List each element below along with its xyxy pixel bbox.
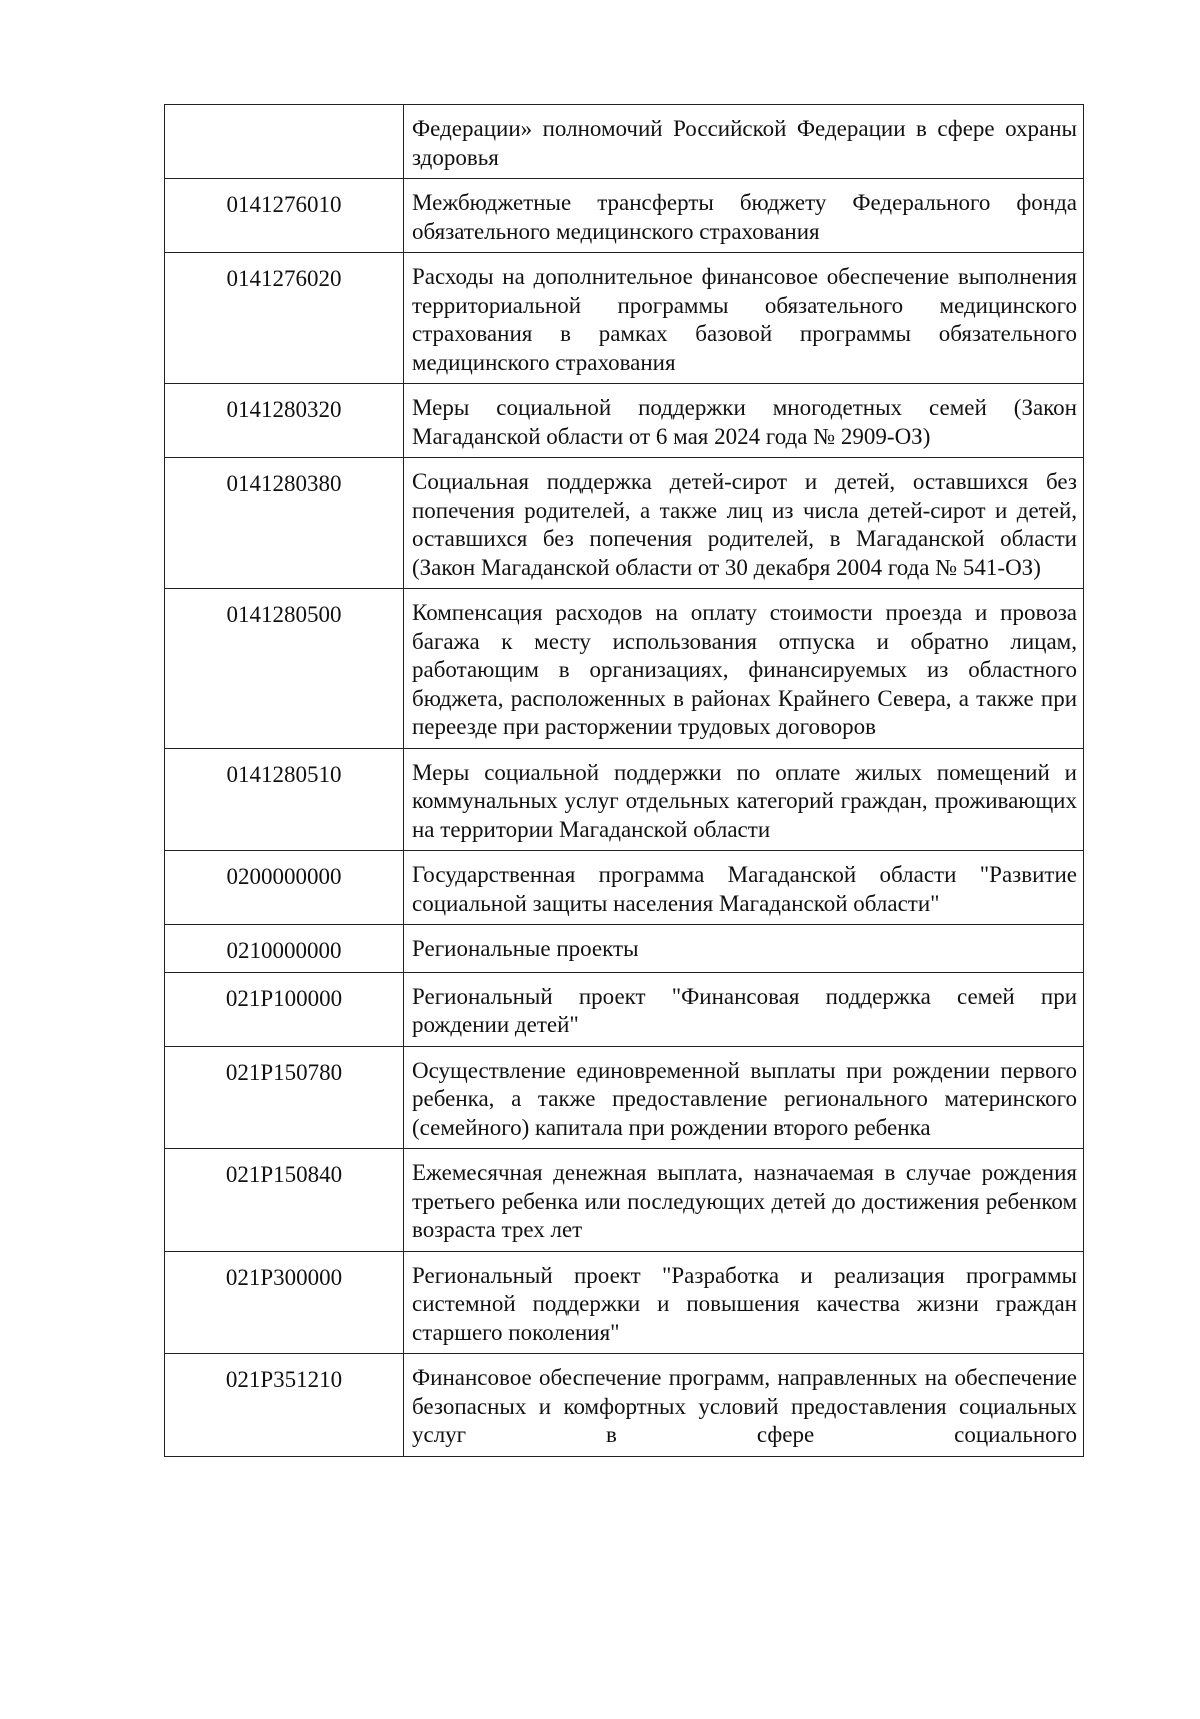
table-row — [165, 384, 1084, 458]
table-row — [165, 925, 1084, 973]
row-code: 0200000000 — [165, 851, 404, 925]
row-description: Государственная программа Магаданской области "Развитие социальной защиты населения Магаданской области" — [404, 851, 1084, 925]
row-description: Межбюджетные трансферты бюджету Федерального фонда обязательного медицинского страхования — [404, 179, 1084, 253]
table-row — [165, 589, 1084, 749]
row-code: 0141276010 — [165, 179, 404, 253]
table-row — [165, 105, 1084, 179]
row-description: Меры социальной поддержки многодетных семей (Закон Магаданской области от 6 мая 2024 года № 2909-ОЗ) — [404, 384, 1084, 458]
row-code: 021P150780 — [165, 1046, 404, 1149]
table-row — [165, 1046, 1084, 1149]
table-row — [165, 1251, 1084, 1354]
row-code: 0141280500 — [165, 589, 404, 749]
row-description: Расходы на дополнительное финансовое обеспечение выполнения территориальной программы обязательного медицинского страхования в рамках базовой программы обязательного медицинского страхования — [404, 253, 1084, 384]
table-row — [165, 458, 1084, 589]
row-code: 021P100000 — [165, 972, 404, 1046]
row-code: 0141280320 — [165, 384, 404, 458]
table-row — [165, 748, 1084, 851]
table-row — [165, 179, 1084, 253]
row-description: Региональные проекты — [404, 925, 1084, 973]
row-description: Ежемесячная денежная выплата, назначаемая в случае рождения третьего ребенка или последующих детей до достижения ребенком возраста трех лет — [404, 1149, 1084, 1252]
table-row — [165, 851, 1084, 925]
budget-classification-table — [164, 104, 1084, 1457]
row-description: Меры социальной поддержки по оплате жилых помещений и коммунальных услуг отдельных категорий граждан, проживающих на территории Магаданской области — [404, 748, 1084, 851]
row-code: 021P300000 — [165, 1251, 404, 1354]
row-code: 0141280380 — [165, 458, 404, 589]
row-code: 0141276020 — [165, 253, 404, 384]
row-description: Региональный проект "Разработка и реализация программы системной поддержки и повышения качества жизни граждан старшего поколения" — [404, 1251, 1084, 1354]
row-description: Компенсация расходов на оплату стоимости проезда и провоза багажа к месту использования отпуска и обратно лицам, работающим в организациях, финансируемых из областного бюджета, расположенных в районах Крайнего Севера, а также при переезде при расторжении трудовых договоров — [404, 589, 1084, 749]
table-row — [165, 972, 1084, 1046]
row-description: Финансовое обеспечение программ, направленных на обеспечение безопасных и комфортных условий предоставления социальных услуг в сфере социального — [404, 1354, 1084, 1457]
row-description: Социальная поддержка детей-сирот и детей, оставшихся без попечения родителей, а также лиц из числа детей-сирот и детей, оставшихся без попечения родителей, в Магаданской области (Закон Магаданской области от 30 декабря 2004 года № 541-ОЗ) — [404, 458, 1084, 589]
table-row — [165, 253, 1084, 384]
table-row — [165, 1354, 1084, 1457]
row-code: 021P351210 — [165, 1354, 404, 1457]
table-row — [165, 1149, 1084, 1252]
row-description: Федерации» полномочий Российской Федерации в сфере охраны здоровья — [404, 105, 1084, 179]
row-description: Региональный проект "Финансовая поддержка семей при рождении детей" — [404, 972, 1084, 1046]
row-code: 021P150840 — [165, 1149, 404, 1252]
row-code: 0210000000 — [165, 925, 404, 973]
row-description: Осуществление единовременной выплаты при рождении первого ребенка, а также предоставление регионального материнского (семейного) капитала при рождении второго ребенка — [404, 1046, 1084, 1149]
row-code — [165, 105, 404, 179]
row-code: 0141280510 — [165, 748, 404, 851]
